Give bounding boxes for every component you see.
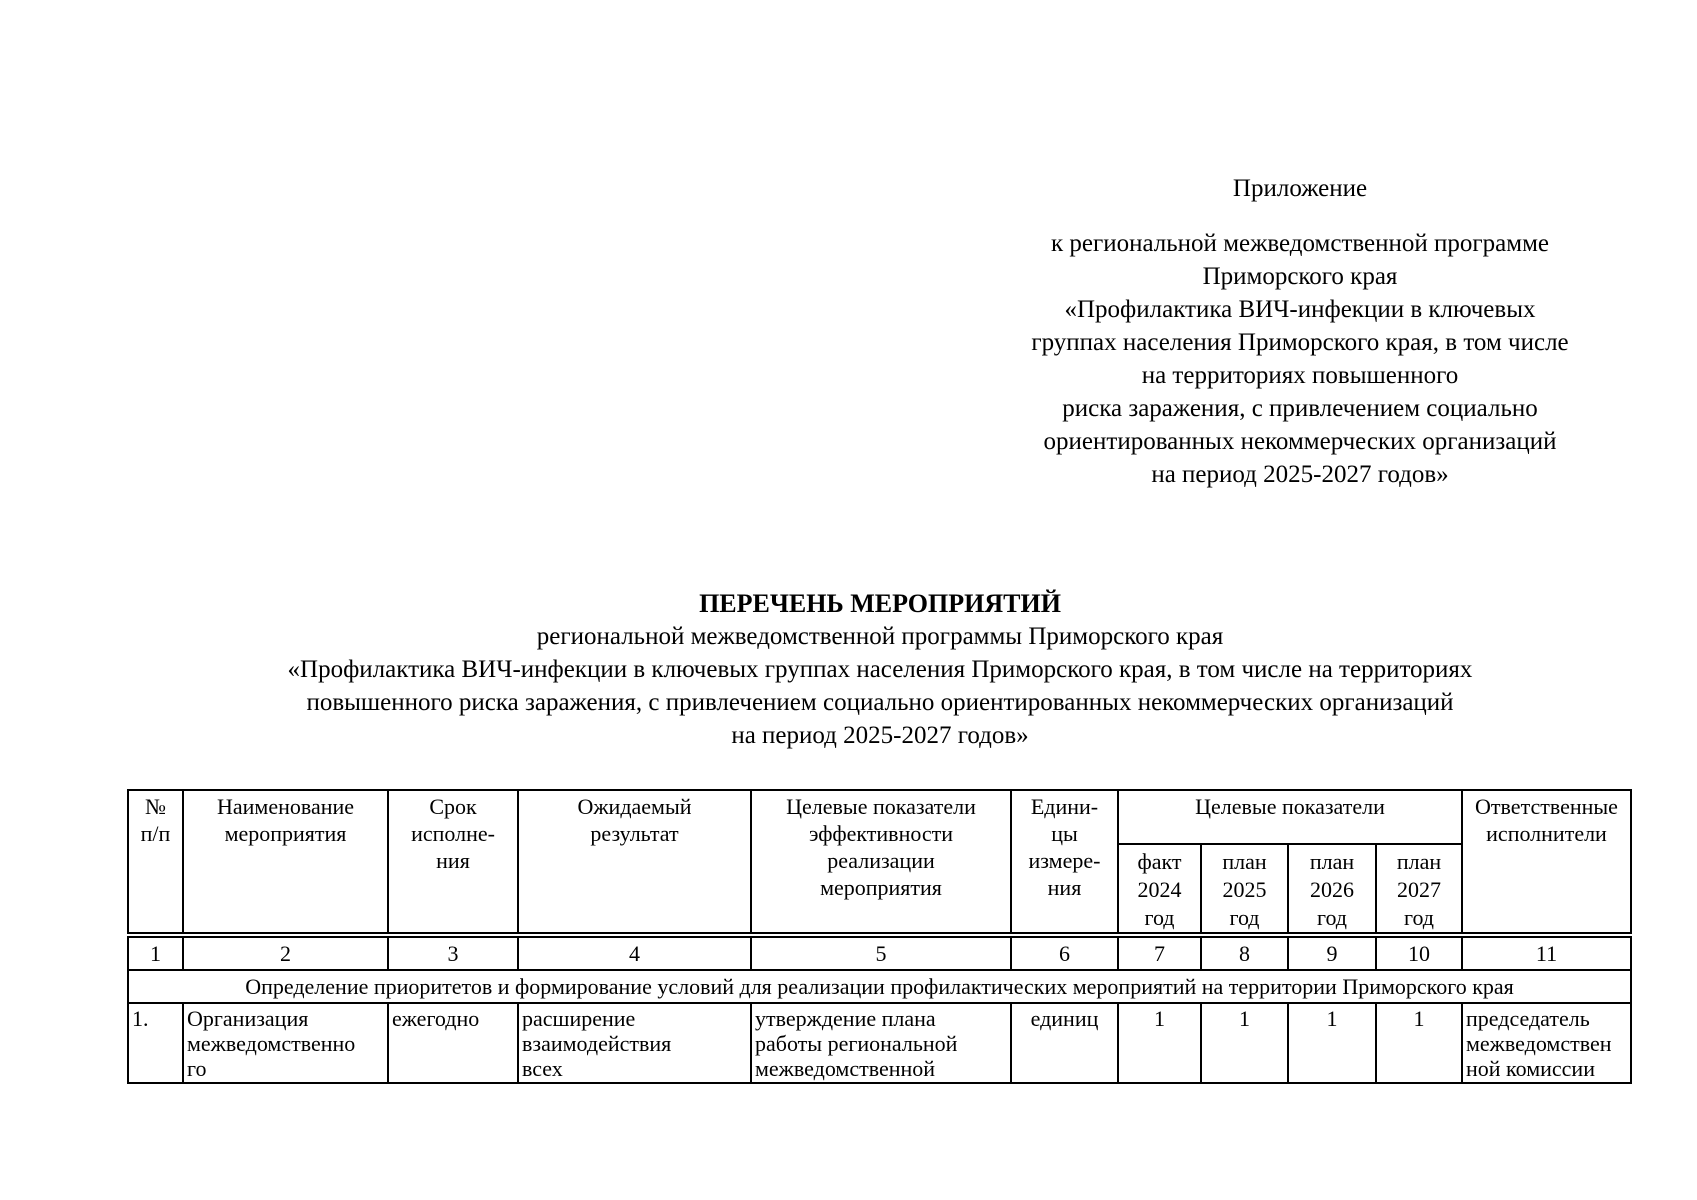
column-number: 11 — [1462, 937, 1631, 970]
document-subtitle-line: повышенного риска заражения, с привлечением социально ориентированных некоммерческих организаций — [306, 689, 1454, 716]
row-term: ежегодно — [388, 1003, 518, 1083]
table-row — [128, 1003, 1631, 1083]
activities-table — [127, 789, 1632, 1084]
column-number: 7 — [1118, 937, 1201, 970]
column-number: 2 — [183, 937, 388, 970]
column-number: 6 — [1011, 937, 1118, 970]
row-result: расширение взаимодействия всех — [518, 1003, 751, 1083]
row-num: 1. — [128, 1003, 183, 1083]
row-responsible: председатель межведомствен ной комиссии — [1462, 1003, 1631, 1083]
appendix-header — [960, 172, 1640, 491]
column-number-row — [128, 937, 1631, 970]
document-subtitle-line: региональной межведомственной программы Приморского края — [536, 623, 1224, 650]
header-fact-2024: факт 2024 год — [1118, 844, 1201, 933]
column-number: 4 — [518, 937, 751, 970]
table-header-row — [128, 790, 1631, 844]
document-subtitle-line: «Профилактика ВИЧ-инфекции в ключевых группах населения Приморского края, в том числе на территориях — [287, 656, 1473, 683]
appendix-line: группах населения Приморского края, в том числе — [1031, 329, 1569, 356]
document-title-block — [120, 587, 1640, 752]
section-row — [128, 970, 1631, 1003]
header-targets-group: Целевые показатели — [1118, 790, 1462, 844]
row-name: Организация межведомственно го — [183, 1003, 388, 1083]
row-indicator: утверждение плана работы региональной межведомственной — [751, 1003, 1011, 1083]
appendix-line: риска заражения, с привлечением социально — [1062, 395, 1538, 422]
column-number: 1 — [128, 937, 183, 970]
row-fact-2024: 1 — [1118, 1003, 1201, 1083]
appendix-line: Приморского края — [1202, 263, 1398, 290]
header-plan-2027: план 2027 год — [1376, 844, 1462, 933]
header-term: Срок исполне- ния — [388, 790, 518, 933]
row-plan-2027: 1 — [1376, 1003, 1462, 1083]
appendix-line: ориентированных некоммерческих организаций — [1043, 428, 1557, 455]
row-plan-2025: 1 — [1201, 1003, 1288, 1083]
appendix-line: к региональной межведомственной программе — [1050, 230, 1549, 257]
header-result: Ожидаемый результат — [518, 790, 751, 933]
header-units: Едини- цы измере- ния — [1011, 790, 1118, 933]
header-num: № п/п — [128, 790, 183, 933]
document-subtitle-line: на период 2025-2027 годов» — [731, 722, 1029, 749]
column-number: 5 — [751, 937, 1011, 970]
header-name: Наименование мероприятия — [183, 790, 388, 933]
header-plan-2025: план 2025 год — [1201, 844, 1288, 933]
column-number: 10 — [1376, 937, 1462, 970]
row-unit: единиц — [1011, 1003, 1118, 1083]
column-number: 8 — [1201, 937, 1288, 970]
appendix-line: «Профилактика ВИЧ-инфекции в ключевых — [1064, 296, 1536, 323]
document-title: ПЕРЕЧЕНЬ МЕРОПРИЯТИЙ — [699, 589, 1061, 618]
column-number: 9 — [1288, 937, 1376, 970]
column-number: 3 — [388, 937, 518, 970]
row-plan-2026: 1 — [1288, 1003, 1376, 1083]
section-title: Определение приоритетов и формирование условий для реализации профилактических мероприятий на территории Приморского края — [128, 970, 1631, 1003]
appendix-heading: Приложение — [1232, 175, 1368, 202]
appendix-line: на территориях повышенного — [1141, 362, 1459, 389]
header-responsible: Ответственные исполнители — [1462, 790, 1631, 933]
appendix-line: на период 2025-2027 годов» — [1151, 461, 1449, 488]
header-indicators: Целевые показатели эффективности реализации мероприятия — [751, 790, 1011, 933]
header-plan-2026: план 2026 год — [1288, 844, 1376, 933]
